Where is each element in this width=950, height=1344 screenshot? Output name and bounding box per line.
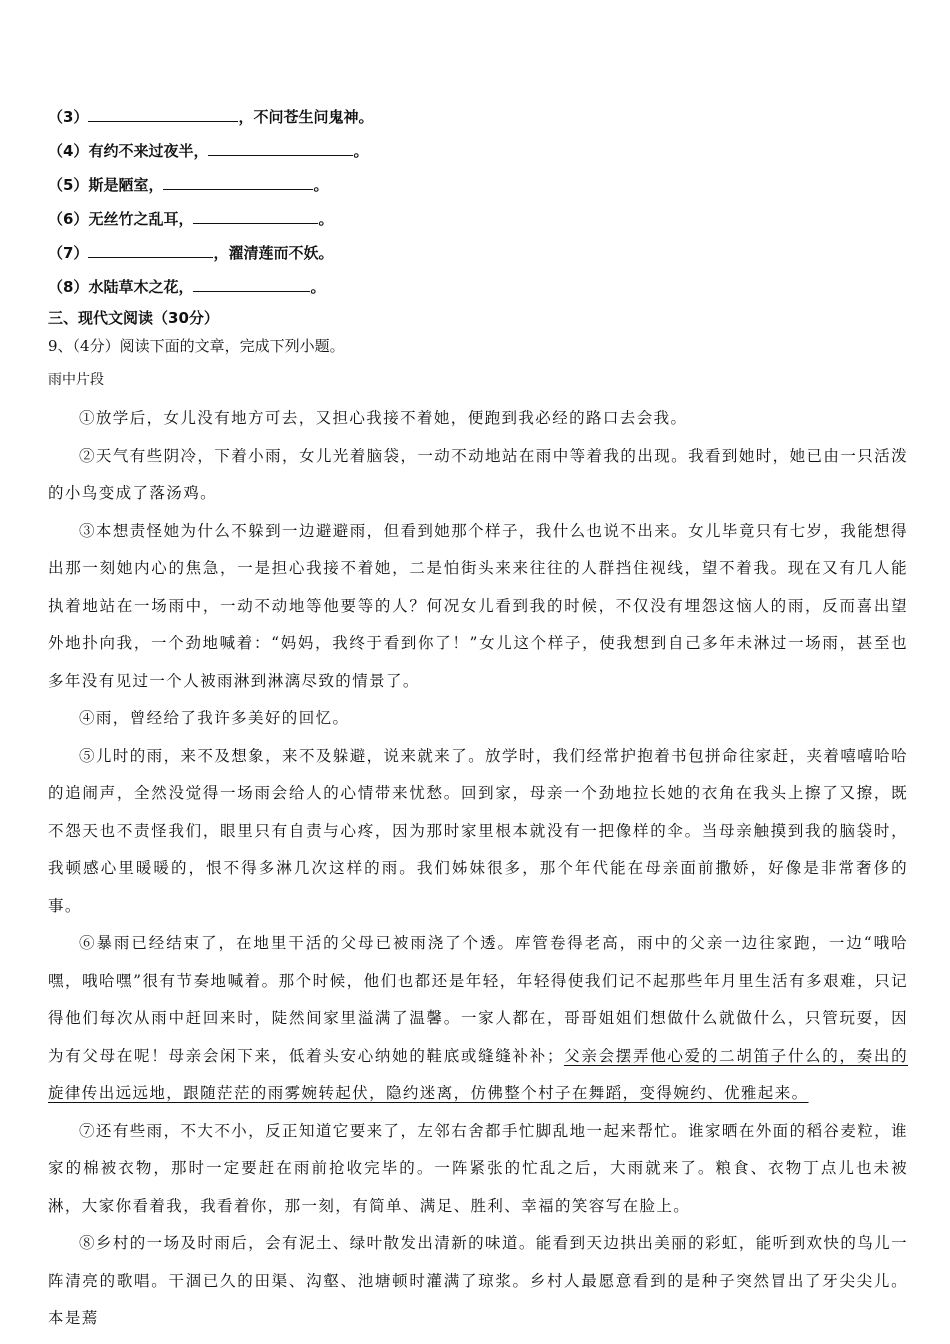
item-text-after: ，不问苍生问鬼神。 xyxy=(238,108,374,126)
answer-blank[interactable] xyxy=(193,209,318,224)
article-paragraph: ⑦还有些雨，不大不小，反正知道它要来了，左邻右舍都手忙脚乱地一起来帮忙。谁家晒在外面的稻谷麦粒，谁家的棉被衣物，那时一定要赶在雨前抢收完毕的。一阵紧张的忙乱之后，大雨就来了。粮食、衣物丁点儿也未被淋，大家你看着我，我看着你，那一刻，有简单、满足、胜利、幸福的笑容写在脸上。 xyxy=(48,1121,908,1215)
item-number: （3） xyxy=(48,108,89,126)
answer-blank[interactable] xyxy=(163,175,313,190)
item-text-after: 。 xyxy=(353,142,369,160)
fill-item xyxy=(48,100,908,134)
item-text-after: 。 xyxy=(313,176,329,194)
item-text-after: 。 xyxy=(318,210,334,228)
article-title: 雨中片段 xyxy=(48,372,104,388)
item-number: （6） xyxy=(48,210,89,228)
answer-blank[interactable] xyxy=(193,277,310,292)
section-heading: 三、现代文阅读（30分） xyxy=(48,309,219,327)
fill-item xyxy=(48,236,908,270)
item-number: （4） xyxy=(48,142,89,160)
item-text-before: 斯是陋室， xyxy=(88,176,164,194)
article-paragraph: ②天气有些阴冷，下着小雨，女儿光着脑袋，一动不动地站在雨中等着我的出现。我看到她时，她已由一只活泼的小鸟变成了落汤鸡。 xyxy=(48,446,908,502)
article-paragraph xyxy=(48,925,908,1113)
article-body xyxy=(48,400,908,1338)
article-paragraph: ⑤儿时的雨，来不及想象，来不及躲避，说来就来了。放学时，我们经常护抱着书包拼命往家赶，夹着嘻嘻哈哈的追闹声，全然没觉得一场雨会给人的心情带来忧愁。回到家，母亲一个劲地拉长她的衣角在我头上擦了又擦，既不怨天也不责怪我们，眼里只有自责与心疼，因为那时家里根本就没有一把像样的伞。当母亲触摸到我的脑袋时，我顿感心里暖暖的，恨不得多淋几次这样的雨。我们姊妹很多，那个年代能在母亲面前撒娇，好像是非常奢侈的事。 xyxy=(48,746,908,915)
exam-page xyxy=(48,100,908,1338)
question-prompt: 9、（4分）阅读下面的文章，完成下列小题。 xyxy=(48,337,345,355)
item-text-after: 。 xyxy=(310,278,326,296)
underlined-sentence: 父亲会摆弄他心爱的二胡笛子什么的，奏出的旋律传出远远地，跟随茫茫的雨雾婉转起伏，隐约迷离，仿佛整个村子在舞蹈，变得婉约、优雅起来。 xyxy=(48,1046,908,1102)
item-number: （5） xyxy=(48,176,89,194)
item-text-before: 有约不来过夜半， xyxy=(88,142,209,160)
fill-in-blank-list xyxy=(48,100,908,304)
article-paragraph: ④雨，曾经给了我许多美好的回忆。 xyxy=(79,709,350,727)
paragraph-text: ⑥暴雨已经结束了，在地里干活的父母已被雨浇了个透。库管卷得老高，雨中的父亲一边往家跑，一边“哦哈嘿，哦哈嘿”很有节奏地喊着。那个时候，他们也都还是年轻，年轻得使我们记不起那些年月里生活有多艰难，只记得他们每次从雨中赶回来时，陡然间家里溢满了温馨。一家人都在，哥哥姐姐们想做什么就做什么，只管玩耍，因为有父母在呢！母亲会闲下来，低着头安心纳她的鞋底或缝缝补补； xyxy=(48,934,908,1065)
fill-item xyxy=(48,270,908,304)
item-text-before: 无丝竹之乱耳， xyxy=(88,210,194,228)
fill-item xyxy=(48,202,908,236)
article-paragraph: ③本想责怪她为什么不躲到一边避避雨，但看到她那个样子，我什么也说不出来。女儿毕竟只有七岁，我能想得出那一刻她内心的焦急，一是担心我接不着她，二是怕街头来来往往的人群挡住视线，望不着我。现在又有几人能执着地站在一场雨中，一动不动地等他要等的人？何况女儿看到我的时候，不仅没有埋怨这恼人的雨，反而喜出望外地扑向我，一个劲地喊着：“妈妈，我终于看到你了！”女儿这个样子，使我想到自己多年未淋过一场雨，甚至也多年没有见过一个人被雨淋到淋漓尽致的情景了。 xyxy=(48,521,908,690)
item-text-before: 水陆草木之花， xyxy=(88,278,194,296)
fill-item xyxy=(48,168,908,202)
answer-blank[interactable] xyxy=(208,141,353,156)
article-paragraph: ①放学后，女儿没有地方可去，又担心我接不着她，便跑到我必经的路口去会我。 xyxy=(79,409,688,427)
item-number: （7） xyxy=(48,244,89,262)
answer-blank[interactable] xyxy=(88,243,213,258)
item-text-after: ，濯清莲而不妖。 xyxy=(213,244,334,262)
answer-blank[interactable] xyxy=(88,107,238,122)
item-number: （8） xyxy=(48,278,89,296)
fill-item xyxy=(48,134,908,168)
article-paragraph: ⑧乡村的一场及时雨后，会有泥土、绿叶散发出清新的味道。能看到天边拱出美丽的彩虹，能听到欢快的鸟儿一阵清亮的歌唱。干涸已久的田渠、沟壑、池塘顿时灌满了琼浆。乡村人最愿意看到的是种子突然冒出了牙尖尖儿。本是蔫 xyxy=(48,1234,908,1327)
